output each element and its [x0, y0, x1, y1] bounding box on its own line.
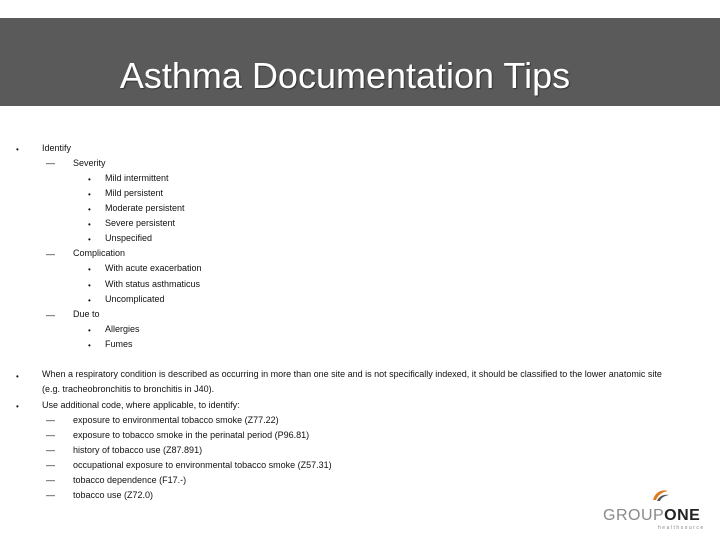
dash-icon: — — [46, 430, 55, 440]
dash-icon: — — [46, 475, 55, 485]
list-item: exposure to tobacco smoke in the perinatal period (P96.81) — [73, 430, 310, 440]
logo-tagline: healthsource — [658, 525, 705, 531]
dash-icon: — — [46, 415, 55, 425]
slide-title: Asthma Documentation Tips — [119, 55, 571, 96]
logo-one-text: ONE — [664, 507, 701, 524]
list-item: tobacco use (Z72.0) — [73, 490, 154, 500]
list-item: tobacco dependence (F17.-) — [73, 475, 187, 485]
dash-icon: — — [46, 310, 55, 320]
list-item: history of tobacco use (Z87.891) — [73, 445, 203, 455]
logo-wordmark — [603, 507, 700, 525]
dash-icon: — — [46, 445, 55, 455]
list-item: With status asthmaticus — [105, 279, 201, 289]
list-item: Moderate persistent — [105, 203, 185, 213]
complication-label: Complication — [73, 248, 126, 258]
severity-label: Severity — [73, 158, 106, 168]
logo-swirl-icon — [650, 487, 670, 503]
logo-group-text: GROUP — [603, 507, 665, 524]
due-to-label: Due to — [73, 309, 100, 319]
list-item: exposure to environmental tobacco smoke (Z77.22) — [73, 415, 279, 425]
list-item: Mild intermittent — [105, 173, 169, 183]
bullet-icon: • — [88, 326, 91, 335]
bullet-icon: • — [88, 341, 91, 350]
bullet-icon: • — [88, 205, 91, 214]
list-item: Uncomplicated — [105, 294, 165, 304]
bullet-icon: • — [88, 220, 91, 229]
groupone-logo — [600, 485, 715, 530]
bullet-icon: • — [88, 235, 91, 244]
bullet-icon: • — [16, 372, 19, 381]
additional-code-label: Use additional code, where applicable, to identify: — [42, 400, 240, 410]
dash-icon: — — [46, 158, 55, 168]
bullet-icon: • — [88, 190, 91, 199]
multisite-note: When a respiratory condition is described as occurring in more than one site and is not specifically indexed, it should be classified to the lower anatomic site (e.g. tracheobronchitis to bronchitis in J40). — [42, 369, 662, 394]
list-item: Unspecified — [105, 233, 153, 243]
list-item: Fumes — [105, 339, 133, 349]
dash-icon: — — [46, 490, 55, 500]
dash-icon: — — [46, 460, 55, 470]
bullet-icon: • — [16, 402, 19, 411]
list-item: Allergies — [105, 324, 140, 334]
bullet-icon: • — [88, 296, 91, 305]
bullet-icon: • — [16, 145, 19, 154]
bullet-icon: • — [88, 281, 91, 290]
list-item: occupational exposure to environmental tobacco smoke (Z57.31) — [73, 460, 332, 470]
list-item: Severe persistent — [105, 218, 176, 228]
list-item: With acute exacerbation — [105, 263, 202, 273]
dash-icon: — — [46, 249, 55, 259]
list-item: Mild persistent — [105, 188, 164, 198]
identify-label: Identify — [42, 143, 72, 153]
bullet-icon: • — [88, 265, 91, 274]
bullet-icon: • — [88, 175, 91, 184]
